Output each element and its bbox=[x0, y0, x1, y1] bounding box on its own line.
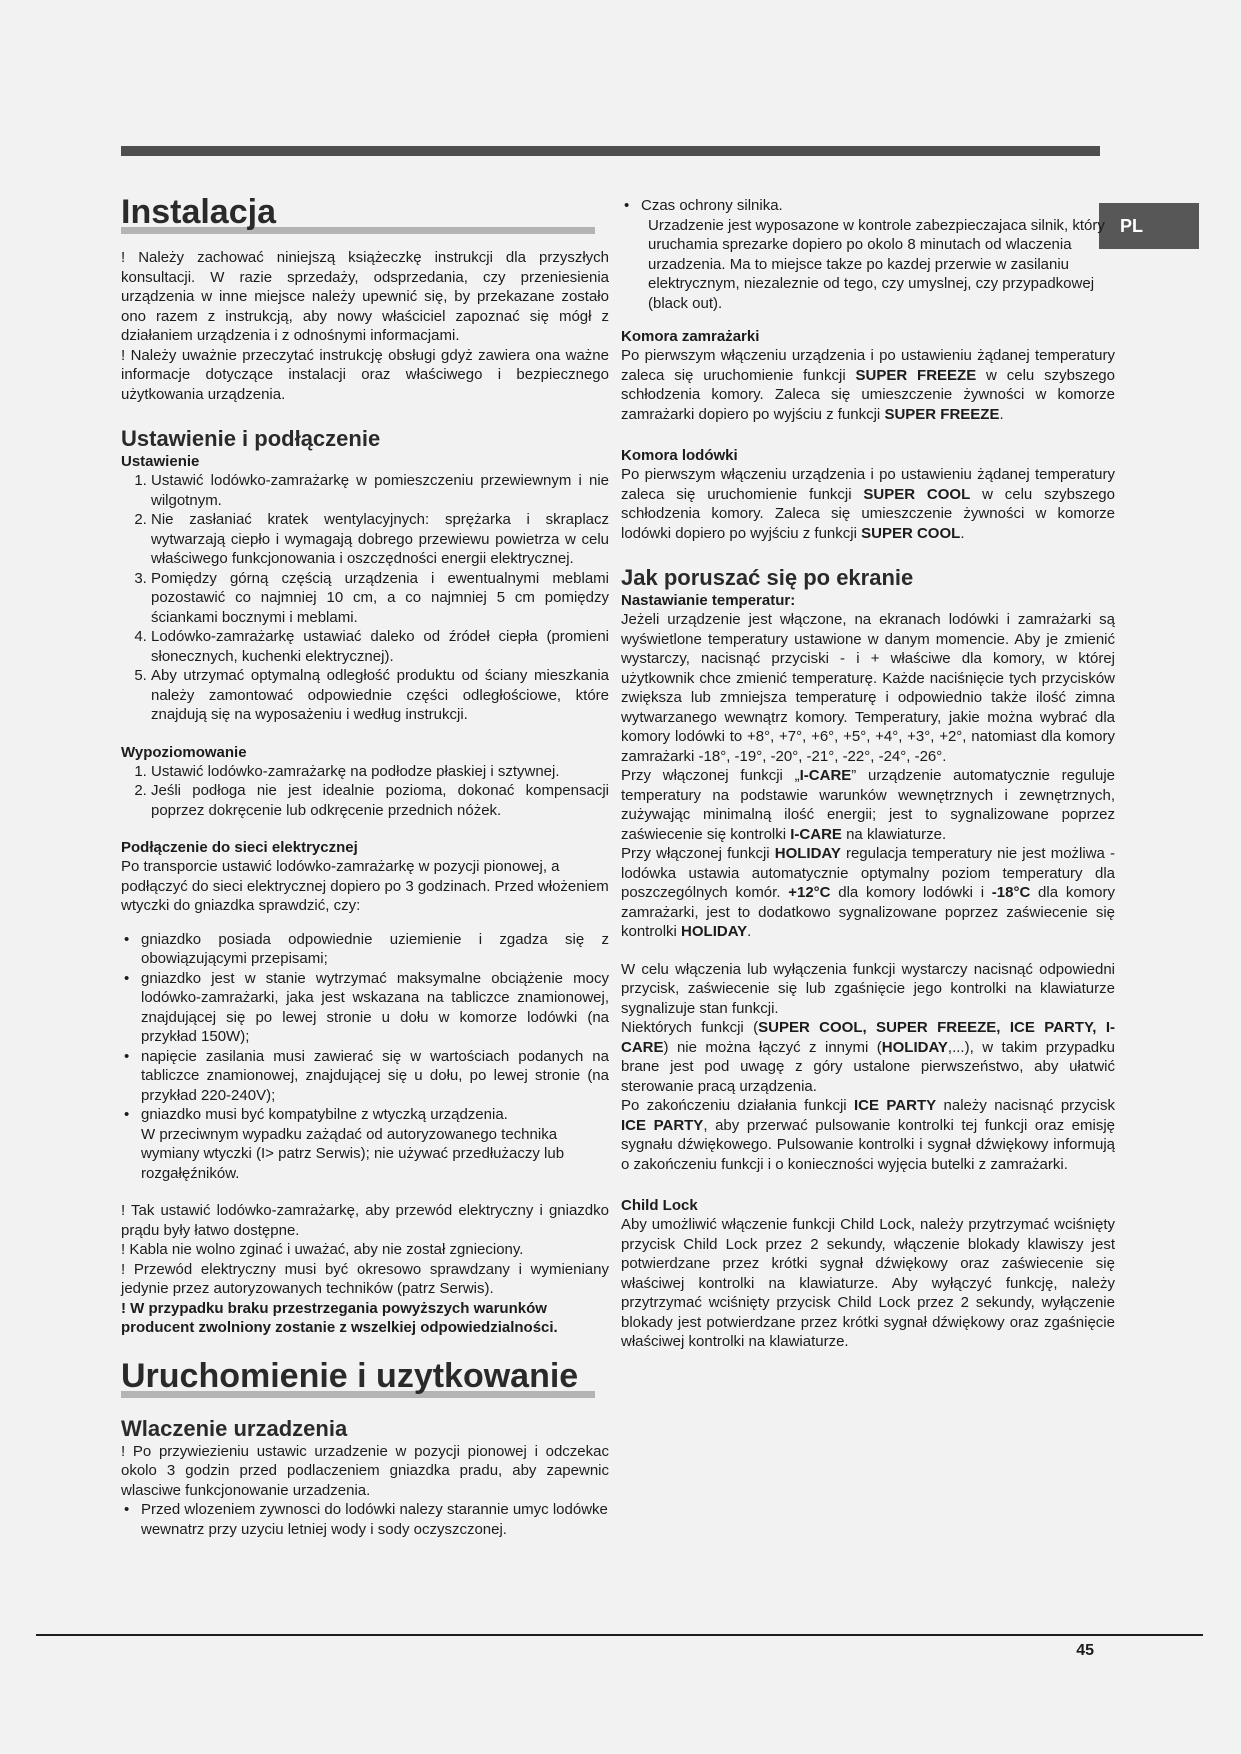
warning-1: ! Tak ustawić lodówko-zamrażarkę, aby przewód elektryczny i gniazdko prądu były łatwo dostępne. bbox=[121, 1202, 609, 1239]
start-bullets bbox=[121, 1500, 609, 1539]
bullet: • bbox=[124, 930, 130, 948]
intro-paragraph: ! Należy zachować niniejszą książeczkę instrukcji dla przyszłych konsultacji. W razie sprzedaży, odsprzedania, czy przeniesienia urządzenia w inne miejsce należy upewnić się, by przekazane zostało ono razem z instrukcją, aby nowy właściciel zapoznać się mógł z działaniem urządzenia i z odnośnymi informacjami. bbox=[121, 249, 609, 344]
list-item: • gniazdko jest w stanie wytrzymać maksymalne obciążenie mocy lodówko-zamrażarki, jaka jest wskazana na tabliczce znamionowej, znajdującej się po lewej stronie u dołu w komorze lodówki (na przykład 150W); bbox=[124, 969, 609, 1045]
list-item: • gniazdko musi być kompatybilne z wtyczką urządzenia. bbox=[124, 1106, 508, 1123]
bullet: • bbox=[124, 1501, 130, 1518]
freezer-paragraph: Po pierwszym włączeniu urządzenia i po ustawieniu żądanej temperatury zaleca się uruchomienie funkcji SUPER FREEZE w celu szybszego schłodzenia komory. Zaleca się umieszczenie żywności w komorze zamrażarki dopiero po wyjściu z funkcji SUPER FREEZE. bbox=[621, 347, 1115, 423]
electric-paragraph: Po transporcie ustawić lodówko-zamrażarkę w pozycji pionowej, a podłączyć do sieci elektrycznej dopiero po 3 godzinach. Przed włożeniem wtyczki do gniazdka sprawdzić, czy: bbox=[121, 858, 609, 914]
motor-bullets bbox=[621, 196, 1115, 216]
subheading-leveling: Wypoziomowanie bbox=[121, 743, 247, 761]
icare-paragraph: Przy włączonej funkcji „I-CARE” urządzenie automatycznie reguluje temperatury na podstawie warunków wewnętrznych i zewnętrznych, zużywając minimalną ilość energii; jest to sygnalizowane poprzez zaświecenie się kontrolki I-CARE na klawiaturze. bbox=[621, 767, 1115, 843]
bullet: • bbox=[124, 1106, 130, 1123]
list-item: 1. Ustawić lodówko-zamrażarkę w pomieszczeniu przewiewnym i nie wilgotnym. bbox=[151, 471, 609, 510]
warning-4: ! W przypadku braku przestrzegania powyższych warunków producent zwolniony zostanie z wszelkiej odpowiedzialności. bbox=[121, 1299, 558, 1336]
list-item: 5. Aby utrzymać optymalną odległość produktu od ściany mieszkania należy zamontować odpowiednie części odległościowe, które znajdują się na wyposażeniu i według instrukcji. bbox=[151, 666, 609, 725]
list-item: 4. Lodówko-zamrażarkę ustawiać daleko od źródeł ciepła (promieni słonecznych, kuchenki elektrycznej). bbox=[151, 627, 609, 666]
bullet: • bbox=[124, 969, 130, 987]
list-item: 1. Ustawić lodówko-zamrażarkę na podłodze płaskiej i sztywnej. bbox=[151, 762, 609, 782]
top-rule bbox=[121, 146, 1100, 156]
warning-3: ! Przewód elektryczny musi być okresowo sprawdzany i wymieniany jedynie przez autoryzowanych techników (patrz Serwis). bbox=[121, 1260, 609, 1297]
electric-after: W przeciwnym wypadku zażądać od autoryzowanego technika wymiany wtyczki (I> patrz Serwis); nie używać przedłużaczy lub rozgałęźników. bbox=[141, 1125, 565, 1182]
combo-paragraph: Niektórych funkcji (SUPER COOL, SUPER FREEZE, ICE PARTY, I-CARE) nie można łączyć z innymi (HOLIDAY,...), w takim przypadku brane jest pod uwagę z góry ustalone pierwszeństwo, aby ułatwić sterowanie pracą urządzenia. bbox=[621, 1019, 1115, 1095]
right-column bbox=[621, 196, 1115, 1352]
subheading-setup: Ustawienie bbox=[121, 453, 200, 470]
temp-paragraph: Jeżeli urządzenie jest włączone, na ekranach lodówki i zamrażarki są wyświetlone temperatury ustawione w danym momencie. Aby je zmienić wystarczy, nacisnąć przyciski - i + właściwe dla komory, w której użytkownik chce zmienić temperaturę. Każde naciśnięcie tych przycisków zwiększa lub zmniejsza temperaturę i odpowiednio także ilość zimna wytwarzanego wewnątrz komory. Temperatury, jakie można wybrać dla komory lodówki to +8°, +7°, +6°, +5°, +4°, +3°, +2°, natomiast dla komory zamrażarki -18°, -19°, -20°, -21°, -22°, -24°, -26°. bbox=[621, 611, 1115, 765]
leveling-list bbox=[121, 762, 609, 821]
subheading-freezer: Komora zamrażarki bbox=[621, 328, 760, 345]
list-item: • gniazdko posiada odpowiednie uziemienie i zgadza się z obowiązującymi przepisami; bbox=[124, 930, 609, 967]
motor-paragraph: Urzadzenie jest wyposazone w kontrole zabezpieczajaca silnik, który uruchamia sprezarke dopiero po okolo 8 minutach od wlaczenia urzadzenia. Ma to miejsce takze po kazdej przerwie w zasilaniu elektrycznym, niezaleznie od tego, czy umyslnej, czy przypadkowej (black out). bbox=[648, 216, 1105, 312]
bullet: • bbox=[624, 197, 630, 214]
subheading-fridge: Komora lodówki bbox=[621, 447, 738, 464]
setup-list bbox=[121, 471, 609, 725]
child-lock-paragraph: Aby umożliwić włączenie funkcji Child Lock, należy przytrzymać wciśnięty przycisk Child Lock przez 2 sekundy, włączenie blokady klawiszy jest potwierdzane przez krótki sygnał dźwiękowy oraz zaświecenie się właściwej kontrolki na klawiaturze. Aby wyłączyć funkcję, należy przytrzymać wciśnięty przycisk Child Lock przez 2 sekundy, wyłączenie blokady jest potwierdzane przez krótki sygnał dźwiękowy oraz zgaśnięcie właściwej kontrolki na klawiaturze. bbox=[621, 1216, 1115, 1350]
list-item: • Czas ochrony silnika. bbox=[624, 197, 783, 214]
list-item: 2. Jeśli podłoga nie jest idealnie pozioma, dokonać kompensacji poprzez dokręcenie lub odkręcenie przednich nóżek. bbox=[151, 781, 609, 820]
fridge-paragraph: Po pierwszym włączeniu urządzenia i po ustawieniu żądanej temperatury zaleca się uruchomienie funkcji SUPER COOL w celu szybszego schłodzenia komory. Zaleca się umieszczenie żywności w komorze lodówki dopiero po wyjściu z funkcji SUPER COOL. bbox=[621, 466, 1115, 542]
list-item: 2. Nie zasłaniać kratek wentylacyjnych: sprężarka i skraplacz wytwarzają ciepło i wymagają dobrego przewiewu powietrza w celu właściwego funkcjonowania i oszczędności energii elektrycznej. bbox=[151, 510, 609, 569]
list-item: 3. Pomiędzy górną częścią urządzenia i ewentualnymi meblami pozostawić co najmniej 10 cm, a co najmniej 5 cm pomiędzy ściankami bocznymi i meblami. bbox=[151, 569, 609, 628]
heading-screen: Jak poruszać się po ekranie bbox=[621, 565, 914, 590]
warning-2: ! Kabla nie wolno zginać i uważać, aby nie został zgnieciony. bbox=[121, 1241, 524, 1258]
intro-paragraph-2: ! Należy uważnie przeczytać instrukcję obsługi gdyż zawiera ona ważne informacje dotyczące instalacji oraz właściwego i bezpiecznego użytkowania urządzenia. bbox=[121, 346, 609, 403]
start-paragraph: ! Po przywiezieniu ustawic urzadzenie w pozycji pionowej i odczekac okolo 3 godzin przed podlaczeniem gniazdka pradu, aby zapewnic wlasciwe funkcjonowanie urzadzenia. bbox=[121, 1442, 609, 1499]
heading-setup: Ustawienie i podłączenie bbox=[121, 426, 381, 451]
electric-bullets bbox=[121, 930, 609, 1125]
subheading-temp: Nastawianie temperatur: bbox=[621, 592, 796, 609]
heading-start: Wlaczenie urzadzenia bbox=[121, 1415, 348, 1441]
holiday-paragraph: Przy włączonej funkcji HOLIDAY regulacja temperatury nie jest możliwa - lodówka ustawia automatycznie optymalny poziom temperatury dla poszczególnych komór. +12°C dla komory lodówki i -18°C dla komory zamrażarki, jest to dodatkowo sygnalizowane poprzez zaświecenie się kontrolki HOLIDAY. bbox=[621, 845, 1115, 940]
list-item: • napięcie zasilania musi zawierać się w wartościach podanych na tabliczce znamionowej, znajdującej się u dołu, po lewej stronie (na przykład 220-240V); bbox=[124, 1047, 609, 1104]
list-item: • Przed wlozeniem zywnosci do lodówki nalezy starannie umyc lodówke wewnatrz przy uzyciu letniej wody i sody oczyszczonej. bbox=[124, 1501, 608, 1538]
page-number: 45 bbox=[1076, 1642, 1094, 1659]
ice-party-paragraph: Po zakończeniu działania funkcji ICE PARTY należy nacisnąć przycisk ICE PARTY, aby przerwać pulsowanie kontrolki tej funkcji oraz emisję sygnału dźwiękowego. Pulsowanie kontrolki i sygnał dźwiękowy informują o zakończeniu funkcji i o konieczności wyjęcia butelki z zamrażarki. bbox=[621, 1097, 1116, 1173]
subheading-child-lock: Child Lock bbox=[621, 1197, 698, 1214]
language-tab: PL bbox=[1099, 203, 1199, 249]
section-title-instalacja: Instalacja bbox=[121, 193, 276, 231]
subheading-electric: Podłączenie do sieci elektrycznej bbox=[121, 839, 358, 856]
bullet: • bbox=[124, 1047, 130, 1065]
footer-rule bbox=[36, 1634, 1203, 1636]
function-paragraph: W celu włączenia lub wyłączenia funkcji wystarczy nacisnąć odpowiedni przycisk, zaświecenie się lub zgaśnięcie jego kontrolki na klawiaturze sygnalizuje stan funkcji. bbox=[621, 960, 1115, 1017]
section-title-uruchomienie: Uruchomienie i uzytkowanie bbox=[121, 1356, 579, 1395]
left-column bbox=[121, 192, 609, 1539]
